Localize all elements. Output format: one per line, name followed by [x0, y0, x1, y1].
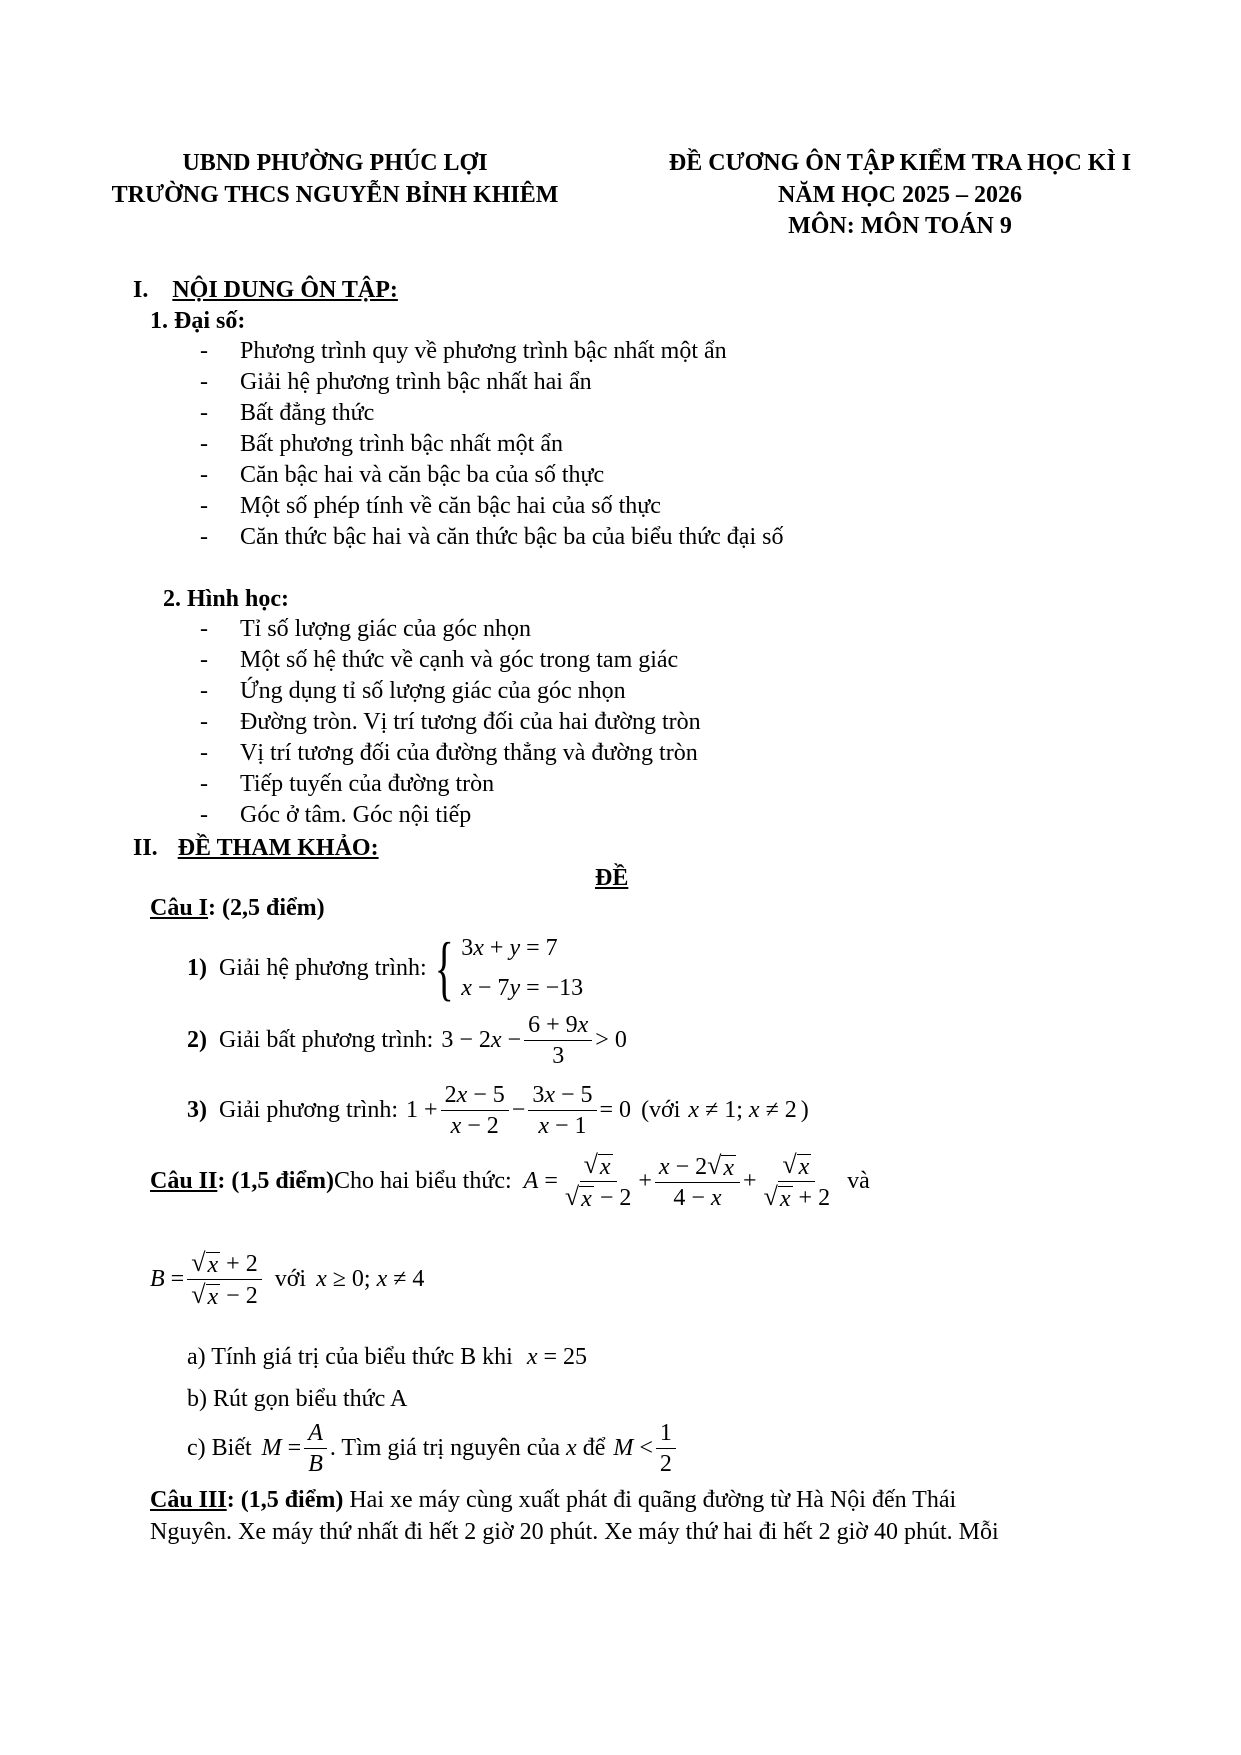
question-2-intro: Câu II: (1,5 điểm) Cho hai biểu thức: A = √ x √ x − 2 + x − 2 √ x 4 − x + √ x √ x + 2 và — [150, 1150, 870, 1212]
question-3-line1: Câu III: (1,5 điểm) Hai xe máy cùng xuất phát đi quãng đường từ Hà Nội đến Thái — [150, 1487, 957, 1513]
equation-system: { 3x + y = 7 x − 7y = −13 — [434, 928, 584, 1008]
section-1-heading — [133, 275, 398, 305]
section-1-number: I. — [133, 277, 149, 303]
subject: MÔN: MÔN TOÁN 9 — [788, 213, 1012, 239]
geometry-heading: 2. Hình học: — [163, 586, 290, 612]
section-2-number: II. — [133, 835, 158, 861]
section-2-title: ĐỀ THAM KHẢO: — [177, 835, 379, 861]
q2-part-b: b) Rút gọn biểu thức A — [187, 1386, 408, 1412]
question-3-line2: Nguyên. Xe máy thứ nhất đi hết 2 giờ 20 phút. Xe máy thứ hai đi hết 2 giờ 40 phút. Mỗi — [150, 1519, 999, 1545]
school-authority: UBND PHƯỜNG PHÚC LỢI — [182, 150, 488, 176]
exam-title: ĐỀ — [595, 865, 629, 891]
document-title: ĐỀ CƯƠNG ÔN TẬP KIỂM TRA HỌC KÌ I — [668, 150, 1132, 176]
q1-part2: 2) Giải bất phương trình: 3 − 2x − $\frac{6 + 9x}{3}$ > 0 — [187, 1012, 627, 1069]
section-1-title: NỘI DUNG ÔN TẬP: — [172, 277, 398, 303]
school-year: NĂM HỌC 2025 – 2026 — [778, 182, 1022, 208]
q1-part3: 3) Giải phương trình: 1 + $\frac{2x - 5}{x - 2}$ − $\frac{3x - 5}{x - 1}$ = 0 (với x ≠ 1; x ≠ 2 ) — [187, 1082, 809, 1139]
q1-part1: 1) Giải hệ phương trình: { 3x + y = 7 x − 7y = −13 — [187, 928, 584, 1008]
q2-part-a: a) Tính giá trị của biểu thức B khi x = 25 — [187, 1344, 588, 1370]
school-name: TRƯỜNG THCS NGUYỄN BỈNH KHIÊM — [111, 182, 559, 208]
q2-part-c: c) Biết M = $\frac{A}{B}$ . Tìm giá trị nguyên của x để M < $\frac{1}{2}$ — [187, 1420, 679, 1477]
section-2-heading — [133, 833, 379, 863]
expression-b: B = √ x + 2 √ x − 2 với x ≥ 0; x ≠ 4 — [150, 1248, 425, 1310]
algebra-heading: 1. Đại số: — [150, 308, 246, 334]
question-1-heading: Câu I: (2,5 điểm) — [150, 895, 325, 921]
